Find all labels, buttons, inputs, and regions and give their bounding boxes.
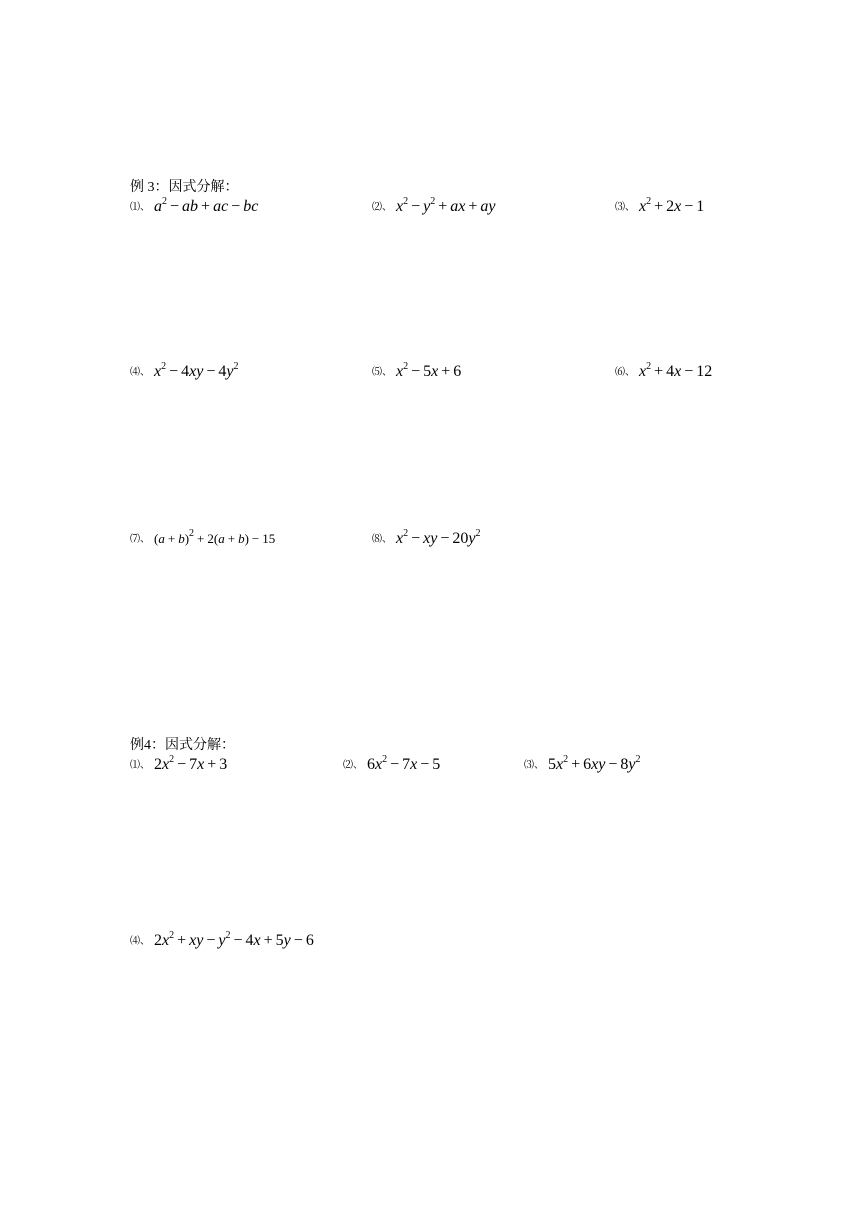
problem-expression: $x^2 + 4x - 12$ <box>639 361 713 380</box>
problem-label: ⑶、 <box>524 760 544 771</box>
problem <box>372 198 496 216</box>
problem-label: ⑺、 <box>130 534 150 545</box>
problem-expression: $5x^2 + 6xy - 8y^2$ <box>548 754 641 773</box>
problem <box>615 363 712 381</box>
problem <box>130 932 314 950</box>
problem <box>130 363 239 381</box>
problem-label: ⑵、 <box>372 202 392 213</box>
problem-expression: $2x^2$ + xy − $y^2 - 4x + 5y - 6$ <box>154 930 314 949</box>
problem-expression: $x^2 + 2x - 1$ <box>639 196 705 215</box>
problem-expression: $6x^2 - 7x - 5$ <box>367 754 441 773</box>
problem <box>372 363 461 381</box>
problem <box>343 756 440 774</box>
problem-expression: $x^2 - 5x + 6$ <box>396 361 462 380</box>
problem <box>130 530 275 548</box>
example3-heading: 例 3：因式分解： <box>130 180 239 195</box>
problem-label: ⑷、 <box>130 936 150 947</box>
problem-expression: $(a + b)^2 + 2(a + b) - 15$ <box>154 528 276 546</box>
problem-label: ⑴、 <box>130 202 150 213</box>
problem-label: ⑸、 <box>372 367 392 378</box>
problem-label: ⑴、 <box>130 760 150 771</box>
problem <box>524 756 641 774</box>
example4-heading: 例4：因式分解： <box>130 738 235 753</box>
problem <box>130 756 227 774</box>
problem-expression: $2x^2 - 7x + 3$ <box>154 754 228 773</box>
problem-expression: $a^2$ − ab + ac − bc <box>154 196 259 215</box>
problem-expression: $x^2 - y^2$ + ax + ay <box>396 196 496 215</box>
problem-label: ⑷、 <box>130 367 150 378</box>
problem-label: ⑹、 <box>615 367 635 378</box>
problem-label: ⑵、 <box>343 760 363 771</box>
problem <box>615 198 704 216</box>
problem-expression: $x^2$ − xy − $20y^2$ <box>396 528 481 547</box>
problem-label: ⑶、 <box>615 202 635 213</box>
problem-label: ⑻、 <box>372 534 392 545</box>
problem <box>130 198 258 216</box>
problem-expression: $x^2 - 4xy - 4y^2$ <box>154 361 239 380</box>
problem <box>372 530 481 548</box>
